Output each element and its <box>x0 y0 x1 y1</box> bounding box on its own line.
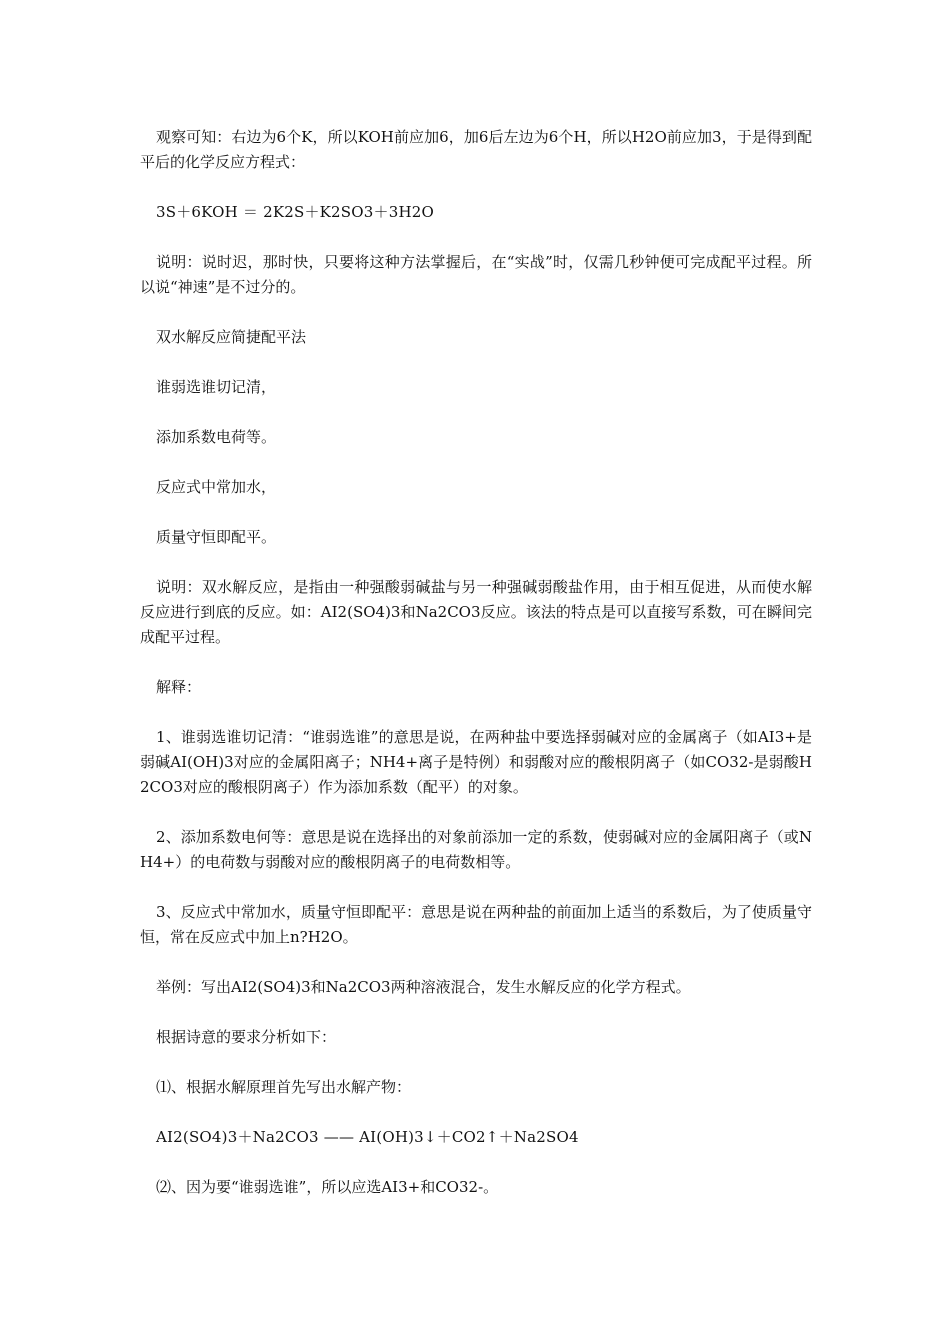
verse-line-3: 反应式中常加水， <box>156 478 277 496</box>
verse-line-4: 质量守恒即配平。 <box>156 528 277 546</box>
verse-line-2: 添加系数电荷等。 <box>156 428 277 446</box>
equation-hydrolysis: AI2(SO4)3＋Na2CO3 —— AI(OH)3↓＋CO2↑＋Na2SO4 <box>156 1128 579 1146</box>
verse-line-1: 谁弱选谁切记清， <box>156 378 277 396</box>
paragraph-analysis: 根据诗意的要求分析如下： <box>156 1028 337 1046</box>
paragraph-note-hydrolysis: 说明：双水解反应，是指由一种强酸弱碱盐与另一种强碱弱酸盐作用，由于相互促进，从而使水解反应进行到底的反应。如：AI2(SO4)3和Na2CO3反应。该法的特点是可以直接写系数，可在瞬间完成配平过程。 <box>140 578 812 646</box>
paragraph-explanation-label: 解释： <box>156 678 202 696</box>
section-heading: 双水解反应简捷配平法 <box>156 328 307 346</box>
paragraph-example: 举例：写出AI2(SO4)3和Na2CO3两种溶液混合，发生水解反应的化学方程式。 <box>156 978 691 996</box>
explanation-item-2: 2、添加系数电何等：意思是说在选择出的对象前添加一定的系数，使弱碱对应的金属阳离子（或NH4+）的电荷数与弱酸对应的酸根阴离子的电荷数相等。 <box>140 828 812 871</box>
step-1: ⑴、根据水解原理首先写出水解产物： <box>156 1078 412 1096</box>
paragraph-note-speed: 说明：说时迟，那时快，只要将这种方法掌握后，在“实战”时，仅需几秒钟便可完成配平过程。所以说“神速”是不过分的。 <box>140 253 812 296</box>
document-body <box>140 125 812 1225</box>
equation-balanced: 3S＋6KOH ＝ 2K2S＋K2SO3＋3H2O <box>156 203 434 221</box>
step-2: ⑵、因为要“谁弱选谁”，所以应选AI3+和CO32-。 <box>156 1178 499 1196</box>
explanation-item-1: 1、谁弱选谁切记清：“谁弱选谁”的意思是说，在两种盐中要选择弱碱对应的金属离子（如AI3+是弱碱AI(OH)3对应的金属阳离子；NH4+离子是特例）和弱酸对应的酸根阴离子（如CO32-是弱酸H2CO3对应的酸根阴离子）作为添加系数（配平）的对象。 <box>140 728 812 796</box>
explanation-item-3: 3、反应式中常加水，质量守恒即配平：意思是说在两种盐的前面加上适当的系数后，为了使质量守恒，常在反应式中加上n?H2O。 <box>140 903 812 946</box>
paragraph-observation: 观察可知：右边为6个K，所以KOH前应加6，加6后左边为6个H，所以H2O前应加3，于是得到配平后的化学反应方程式： <box>140 128 812 171</box>
